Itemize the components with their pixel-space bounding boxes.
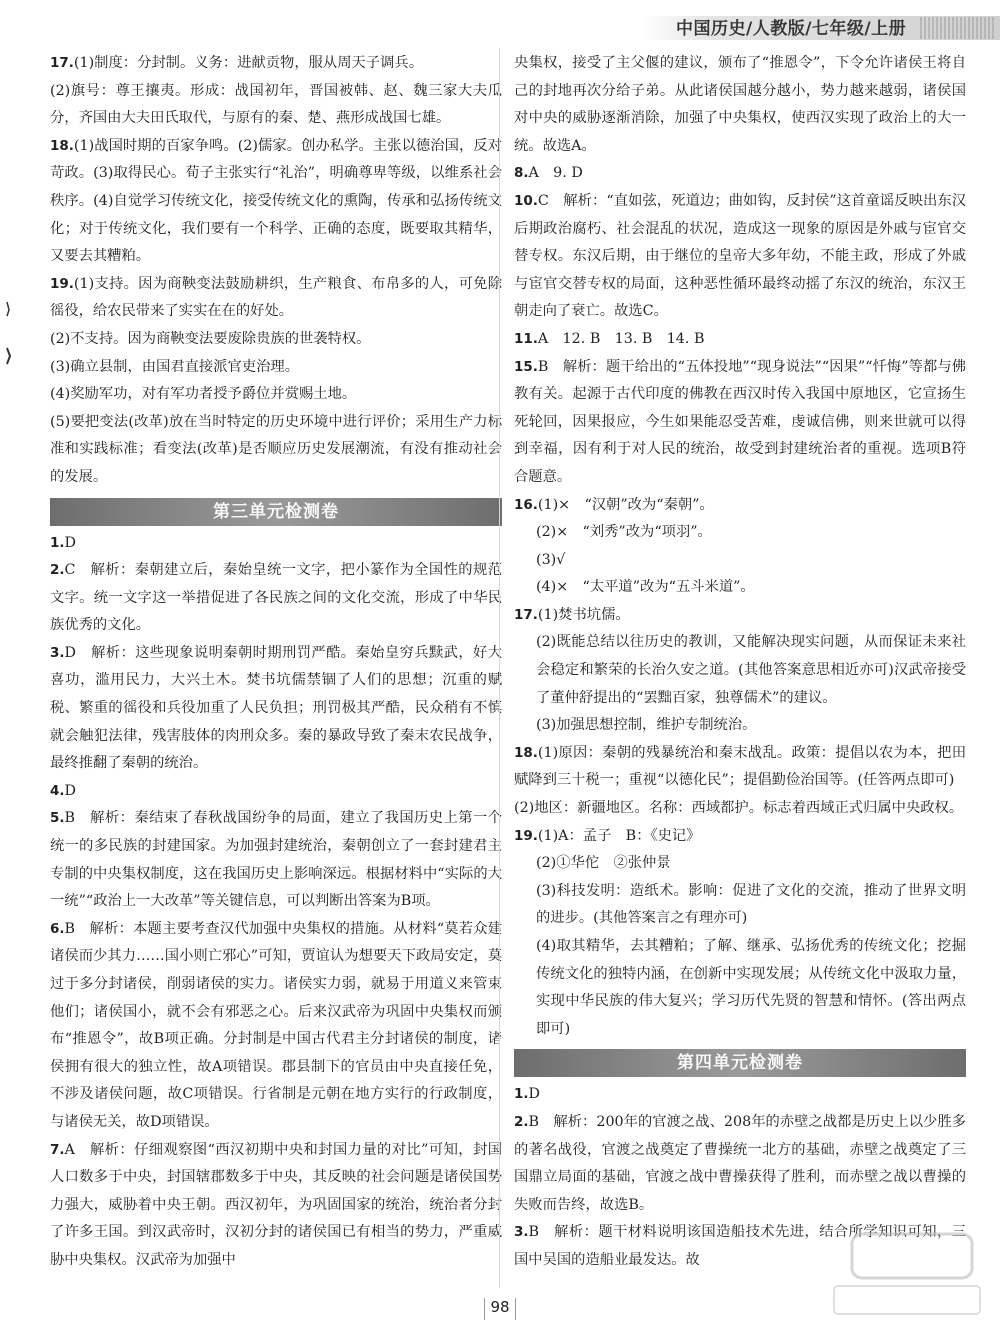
answer-paragraph [50,326,502,354]
answer-paragraph [514,50,966,160]
right-column [514,50,966,1275]
answer-paragraph [50,50,502,78]
answer-text: (1)制度：分封制。义务：进献贡物，服从周天子调兵。 [73,55,423,71]
answer-paragraph [514,574,966,602]
answer-paragraph [50,271,502,326]
answer-text: (3)确立县制，由国君直接派官吏治理。 [50,358,299,375]
answer-text: (3)科技发明：造纸术。影响：促进了文化的交流，推动了世界文明的进步。(其他答案言之有理亦可) [536,882,966,927]
question-number: 3. [514,1224,529,1241]
answer-text: (4)取其精华，去其糟粕；了解、继承、弘扬优秀的传统文化；挖掘传统文化的独特内涵，在创新中实现发展；从传统文化中汲取力量，实现中华民族的伟大复兴；学习历代先贤的智慧和情怀。(答出两点即可) [536,938,966,1037]
answer-paragraph [50,557,502,640]
answer-text: A 解析：仔细观察图“西汉初期中央和封国力量的对比”可知，封国人口数多于中央，封国辖郡数多于中央，其反映的社会问题是诸侯国势力强大，威胁着中央王朝。西汉初年，为巩固国家的统治，统治者分封了许多王国。到汉武帝时，汉初分封的诸侯国已有相当的势力，严重威胁中央集权。汉武帝为加强中 [50,1141,502,1268]
question-number: 15. [514,358,538,375]
answer-text: (1)支持。因为商鞅变法鼓励耕织，生产粮食、布帛多的人，可免除徭役，给农民带来了实实在在的好处。 [50,275,502,320]
question-number: 10. [514,192,538,209]
header-title: 中国历史/人教版/七年级/上册 [676,19,907,39]
answer-text: (2)不支持。因为商鞅变法要废除贵族的世袭特权。 [50,330,371,347]
answer-paragraph [50,381,502,409]
answer-text: C 解析：秦朝建立后，秦始皇统一文字，把小篆作为全国性的规范文字。统一文字这一举措促进了各民族之间的文化交流，形成了中华民族优秀的文化。 [50,562,502,634]
answer-paragraph [514,795,966,823]
page-number-rule-right [515,1298,516,1320]
answer-text: D [64,534,76,551]
question-number: 17. [514,606,538,623]
binding-marks [4,300,12,370]
answer-text: (3)加强思想控制，维护专制统治。 [536,717,757,734]
answer-text: (2)①华佗 ②张仲景 [536,855,671,872]
answer-text: (1)A：孟子 B：《史记》 [537,827,701,844]
answer-paragraph [50,805,502,915]
answer-paragraph [514,160,966,188]
section-banner: 第四单元检测卷 [514,1049,966,1077]
answer-text: (2)既能总结以往历史的教训，又能解决现实问题，从而保证未来社会稳定和繁荣的长治久安之道。(其他答案意思相近亦可)汉武帝接受了董仲舒提出的“罢黜百家，独尊儒术”的建议。 [536,634,966,706]
question-number: 2. [50,562,65,579]
answer-paragraph [514,326,966,354]
answer-text: (3)√ [536,551,566,568]
answer-paragraph [514,878,966,933]
answer-text: (2)地区：新疆地区。名称：西域都护。标志着西域正式归属中央政权。 [514,800,964,817]
answer-paragraph [514,712,966,740]
answer-text: (1)× “汉朝”改为“秦朝”。 [537,496,714,513]
question-number: 7. [50,1141,65,1158]
answer-paragraph [514,1109,966,1219]
question-number: 5. [50,810,65,827]
question-number: 3. [50,644,65,661]
answer-paragraph [514,354,966,492]
question-number: 17. [50,55,74,71]
question-number: 6. [50,920,65,937]
answer-paragraph [514,547,966,575]
page-number: 98 [490,1298,510,1316]
answer-paragraph [514,823,966,851]
answer-text: (1)原因：秦朝的残暴统治和秦末战乱。政策：提倡以农为本，把田赋降到三十税一；重视“以德化民”；提倡勤俭治国等。(任答两点即可) [514,744,966,789]
header-dot-pattern [920,17,996,39]
answer-text: D 解析：这些现象说明秦朝时期刑罚严酷。秦始皇穷兵黩武，好大喜功，滥用民力，大兴土木。焚书坑儒禁锢了人们的思想；沉重的赋税、繁重的徭役和兵役加重了人民负担；刑罚极其严酷，民众稍有不慎就会触犯法律，残害肢体的肉刑众多。秦的暴政导致了秦末农民战争，最终推翻了秦朝的统治。 [50,644,502,772]
answer-paragraph [50,354,502,382]
answer-text: 央集权，接受了主父偃的建议，颁布了“推恩令”，下令允许诸侯王将自己的封地再次分给子弟。从此诸侯国越分越小，势力越来越弱，诸侯国对中央的威胁逐渐消除，加强了中央集权，使西汉实现了政治上的大一统。故选A。 [514,55,966,154]
answer-paragraph [514,188,966,326]
answer-text: A 12. B 13. B 14. B [537,330,705,347]
answer-paragraph [514,850,966,878]
answer-paragraph [514,602,966,630]
question-number: 2. [514,1113,529,1130]
question-number: 19. [514,827,538,844]
answer-paragraph [514,492,966,520]
answer-text: D [64,782,76,799]
answer-text: (2)× “刘秀”改为“项羽”。 [536,524,712,541]
answer-text: B 解析：本题主要考查汉代加强中央集权的措施。从材料“莫若众建诸侯而少其力……国小则亡邪心”可知，贾谊认为想要天下政局安定，莫过于多分封诸侯，削弱诸侯的实力。诸侯实力弱，就易于用道义来管束他们；诸侯国小，就不会有邪恶之心。后来汉武帝为巩固中央集权而颁布“推恩令”，故B项正确。分封制是中国古代君主分封诸侯的制度，诸侯拥有很大的独立性，故A项错误。郡县制下的官员由中央直接任免，不涉及诸侯问题，故C项错误。行省制是元朝在地方实行的行政制度，与诸侯无关，故D项错误。 [50,920,502,1130]
answer-text: (4)奖励军功，对有军功者授予爵位并赏赐土地。 [50,386,357,403]
question-number: 18. [50,137,74,154]
page-header [0,0,1000,40]
question-number: 19. [50,275,74,292]
answer-text: (1)战国时期的百家争鸣。(2)儒家。创办私学。主张以德治国，反对苛政。(3)取得民心。荀子主张实行“礼治”，明确尊卑等级，以维系社会秩序。(4)自觉学习传统文化，接受传统文化的熏陶，传承和弘扬传统文化；对于传统文化，我们要有一个科学、正确的态度，既要取其精华，又要去其糟粕。 [50,137,502,265]
answer-text: B 解析：题干给出的“五体投地”“现身说法”“因果”“忏悔”等都与佛教有关。起源于古代印度的佛教在西汉时传入我国中原地区，它宣扬生死轮回，因果报应，今生如果能忍受苦难，虔诚信佛，则来世就可以得到幸福，因有利于对人民的统治，故受到封建统治者的重视。选项B符合题意。 [514,358,966,485]
answer-paragraph [50,78,502,133]
answer-paragraph [50,778,502,806]
answer-text: (2)旗号：尊王攘夷。形成：战国初年，晋国被韩、赵、魏三家大夫瓜分，齐国由大夫田氏取代，与原有的秦、楚、燕形成战国七雄。 [50,82,502,127]
answer-paragraph [514,933,966,1043]
answer-paragraph [514,519,966,547]
question-number: 11. [514,330,538,347]
question-number: 18. [514,744,538,761]
answer-text: C 解析：“直如弦，死道边；曲如钩，反封侯”这首童谣反映出东汉后期政治腐朽、社会混乱的状况，造成这一现象的原因是外戚与宦官交替专权。东汉后期，由于继位的皇帝大多年幼，不能主政，形成了外戚与宦官交替专权的局面，这种恶性循环最终动摇了东汉的统治，东汉王朝走向了衰亡。故选C。 [514,192,966,320]
watermark-logo [832,1228,982,1318]
answer-paragraph [514,740,966,795]
section-banner: 第三单元检测卷 [50,498,502,526]
answer-paragraph [50,530,502,558]
answer-text: B 解析：200年的官渡之战、208年的赤壁之战都是历史上以少胜多的著名战役，官渡之战奠定了曹操统一北方的基础，赤壁之战奠定了三国鼎立局面的基础，官渡之战中曹操获得了胜利，而赤壁之战以曹操的失败而告终，故选B。 [514,1113,966,1213]
answer-paragraph [514,629,966,712]
answer-paragraph [50,916,502,1137]
answer-text: (1)焚书坑儒。 [537,606,630,623]
answer-paragraph [50,409,502,492]
answer-text: (5)要把变法(改革)放在当时特定的历史环境中进行评价；采用生产力标准和实践标准；看变法(改革)是否顺应历史发展潮流，有没有推动社会的发展。 [50,413,502,485]
answer-paragraph [514,1081,966,1109]
answer-paragraph [50,1137,502,1275]
answer-paragraph [50,640,502,778]
column-divider [499,48,500,1288]
answer-paragraph [50,133,502,271]
answer-text: D [528,1086,540,1103]
answer-text: A 9. D [528,165,583,182]
answer-text: B 解析：秦结束了春秋战国纷争的局面，建立了我国历史上第一个统一的多民族的封建国家。为加强封建统治，秦朝创立了一套封建君主专制的中央集权制度，这在我国历史上影响深远。根据材料中“实际的大一统”“政治上一大改革”等关键信息，可以判断出答案为B项。 [50,810,502,910]
answer-text: B 解析：题干材料说明该国造船技术先进，结合所学知识可知，三国中吴国的造船业最发达。故 [514,1224,966,1268]
question-number: 8. [514,165,529,182]
question-number: 1. [50,534,65,551]
question-number: 16. [514,496,538,513]
left-column [50,50,502,1275]
question-number: 1. [514,1086,529,1103]
answer-text: (4)× “太平道”改为“五斗米道”。 [536,579,755,596]
question-number: 4. [50,782,65,799]
